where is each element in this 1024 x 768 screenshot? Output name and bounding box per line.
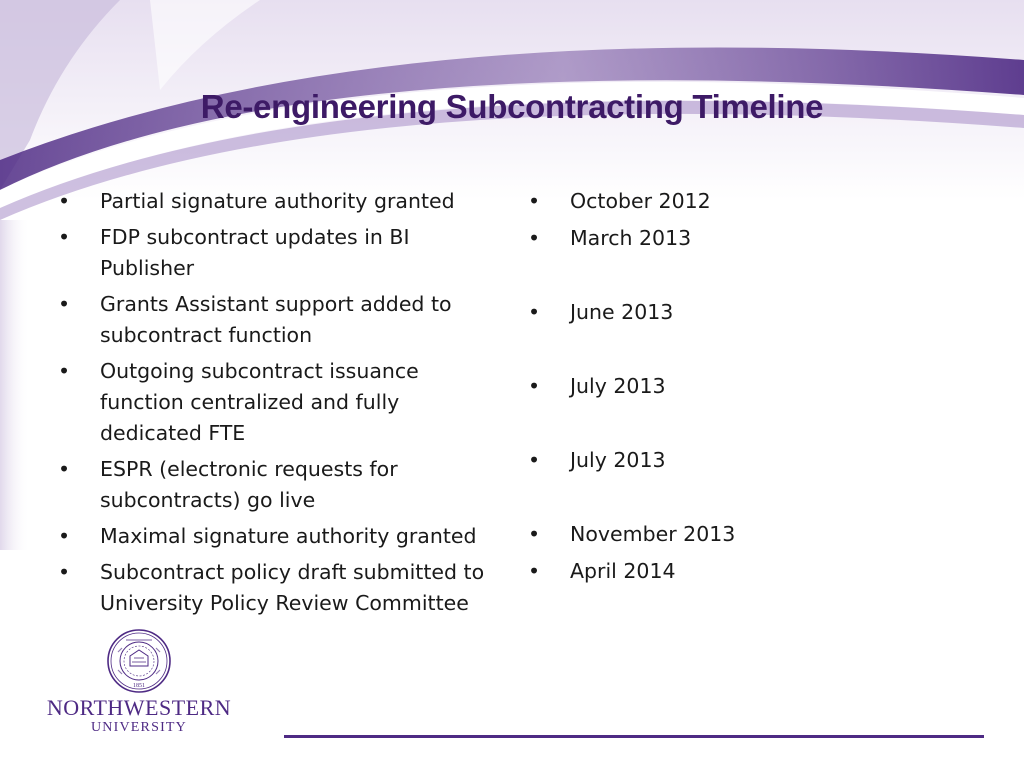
milestone-item: • Maximal signature authority granted: [58, 521, 498, 552]
northwestern-logo: [44, 628, 234, 736]
bullet-icon: •: [528, 226, 541, 250]
milestone-item: • ESPR (electronic requests for subcontracts) go live: [58, 454, 498, 516]
university-name: NORTHWESTERN: [46, 695, 232, 720]
milestone-item: • Grants Assistant support added to subcontract function: [58, 289, 498, 351]
bullet-icon: •: [528, 559, 541, 583]
bullet-icon: •: [58, 524, 71, 548]
milestone-item: • Subcontract policy draft submitted to University Policy Review Committee: [58, 557, 498, 619]
bullet-icon: •: [528, 300, 541, 324]
bullet-icon: •: [528, 374, 541, 398]
bullet-icon: •: [58, 359, 71, 383]
date-item: • June 2013: [528, 297, 828, 328]
university-seal-icon: [106, 628, 172, 694]
bullet-icon: •: [528, 522, 541, 546]
milestone-item: • FDP subcontract updates in BI Publisher: [58, 222, 498, 284]
bullet-icon: •: [58, 457, 71, 481]
slide-title: Re-engineering Subcontracting Timeline: [200, 88, 824, 125]
date-item: • November 2013: [528, 519, 828, 550]
bullet-icon: •: [528, 189, 541, 213]
bullet-icon: •: [58, 225, 71, 249]
date-item: • March 2013: [528, 223, 828, 254]
date-item: • July 2013: [528, 445, 828, 476]
date-list: [528, 186, 828, 593]
milestone-item: • Outgoing subcontract issuance function centralized and fully dedicated FTE: [58, 356, 498, 449]
date-item: • April 2014: [528, 556, 828, 587]
bullet-icon: •: [528, 448, 541, 472]
bullet-icon: •: [58, 189, 71, 213]
footer-rule: [284, 735, 984, 738]
bullet-icon: •: [58, 560, 71, 584]
seal-year: 1851: [133, 683, 145, 689]
date-item: • July 2013: [528, 371, 828, 402]
milestone-list: [58, 186, 498, 624]
university-subname: UNIVERSITY: [91, 720, 187, 735]
bullet-icon: •: [58, 292, 71, 316]
milestone-item: • Partial signature authority granted: [58, 186, 498, 217]
date-item: • October 2012: [528, 186, 828, 217]
